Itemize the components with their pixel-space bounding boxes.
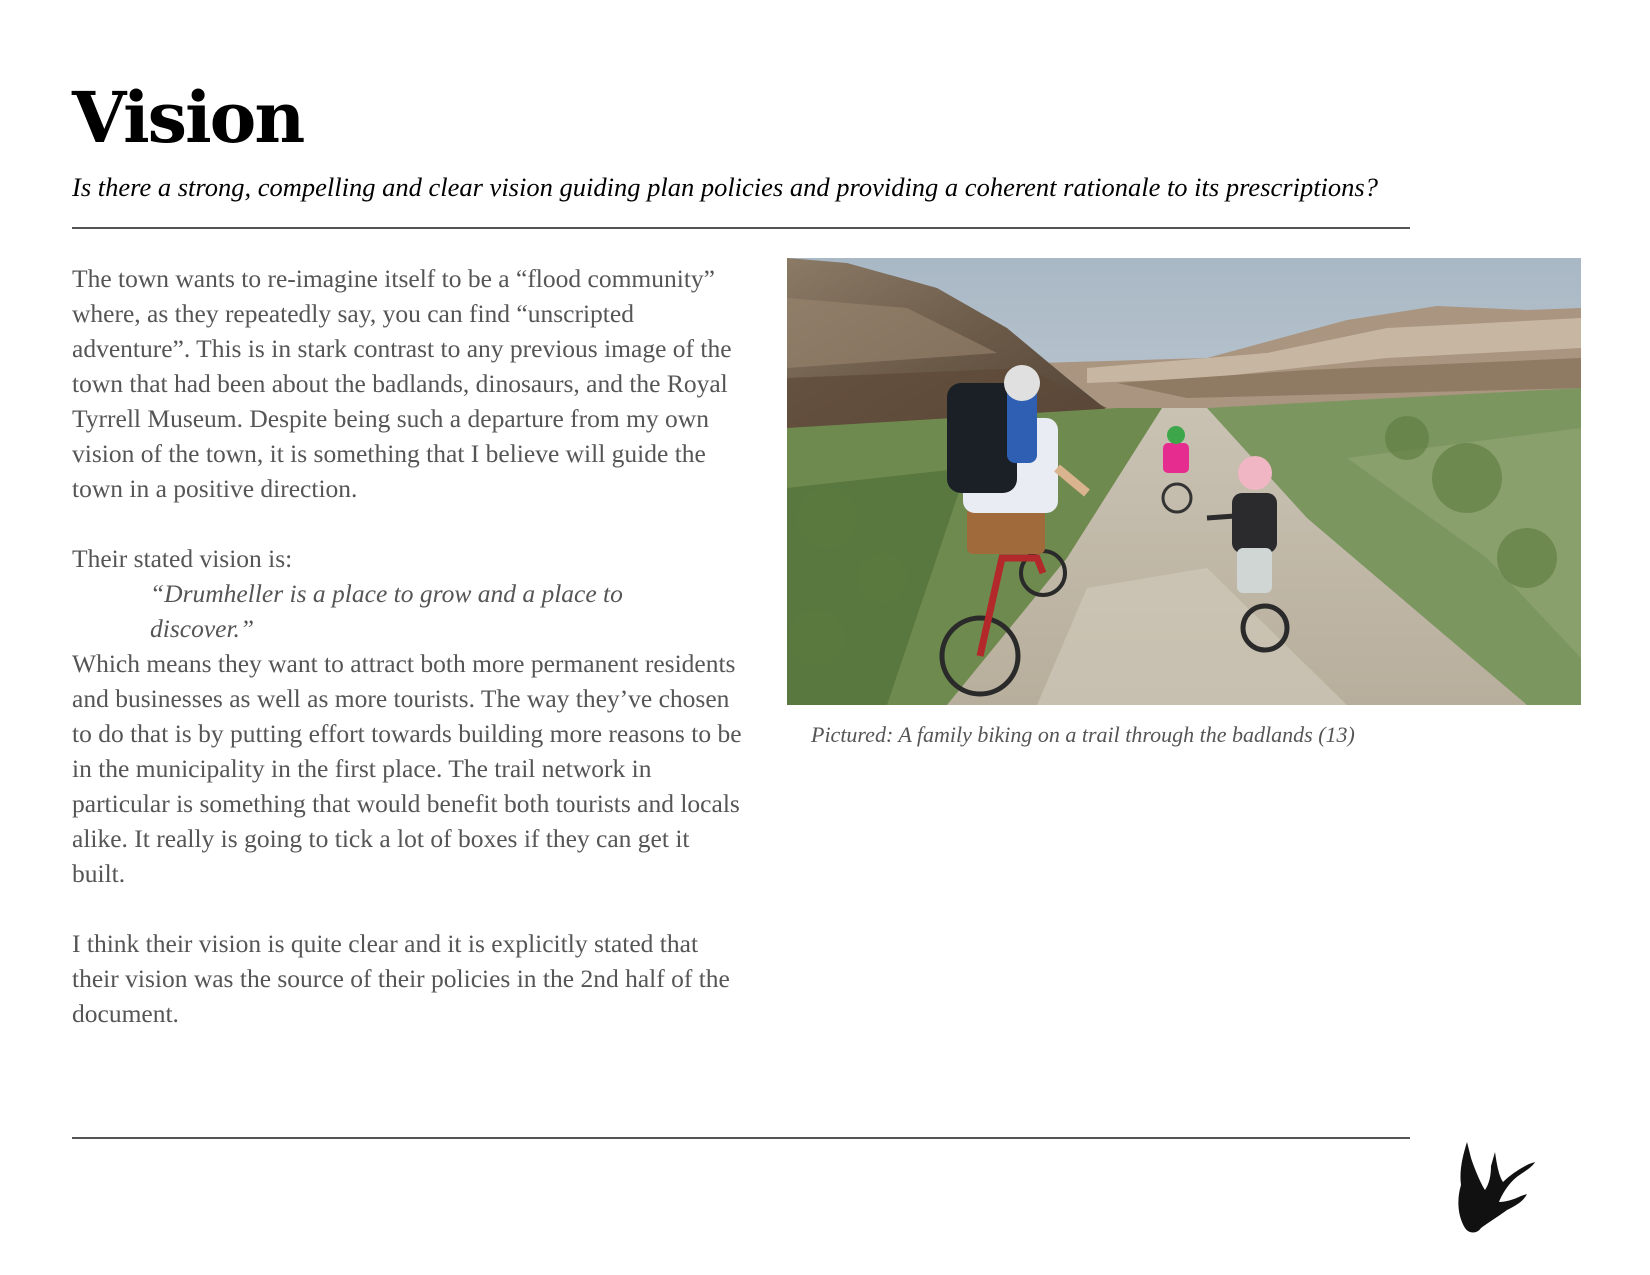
paragraph-gap [72, 506, 742, 541]
family-biking-photo [787, 258, 1581, 705]
body-text-column [72, 261, 742, 1031]
paragraph-intro: The town wants to re-imagine itself to be a “flood community” where, as they repeatedly say, you can find “unscripted adventure”. This is in stark contrast to any previous image of the town that had been about the badlands, dinosaurs, and the Royal Tyrrell Museum. Despite being such a departure from my own vision of the town, it is something that I believe will guide the town in a positive direction. [72, 264, 732, 503]
paragraph-strategy: Which means they want to attract both more permanent residents and businesses as well as more tourists. The way they’ve chosen to do that is by putting effort towards building more reasons to be in the municipality in the first place. The trail network in particular is something that would benefit both tourists and locals alike. It really is going to tick a lot of boxes if they can get it built. [72, 649, 742, 888]
dinosaur-footprint-icon [1455, 1140, 1535, 1235]
vision-intro: Their stated vision is: [72, 544, 293, 573]
page-subtitle: Is there a strong, compelling and clear vision guiding plan policies and providing a coherent rationale to its prescriptions? [72, 172, 1378, 202]
top-divider [72, 227, 1410, 229]
paragraph-gap [72, 891, 742, 926]
vision-quote: “Drumheller is a place to grow and a place to discover.” [150, 579, 623, 643]
page-title: Vision [72, 76, 304, 159]
bottom-divider [72, 1137, 1410, 1139]
paragraph-conclusion: I think their vision is quite clear and it is explicitly stated that their vision was the source of their policies in the 2nd half of the document. [72, 929, 730, 1028]
photo-caption: Pictured: A family biking on a trail through the badlands (13) [811, 722, 1355, 747]
